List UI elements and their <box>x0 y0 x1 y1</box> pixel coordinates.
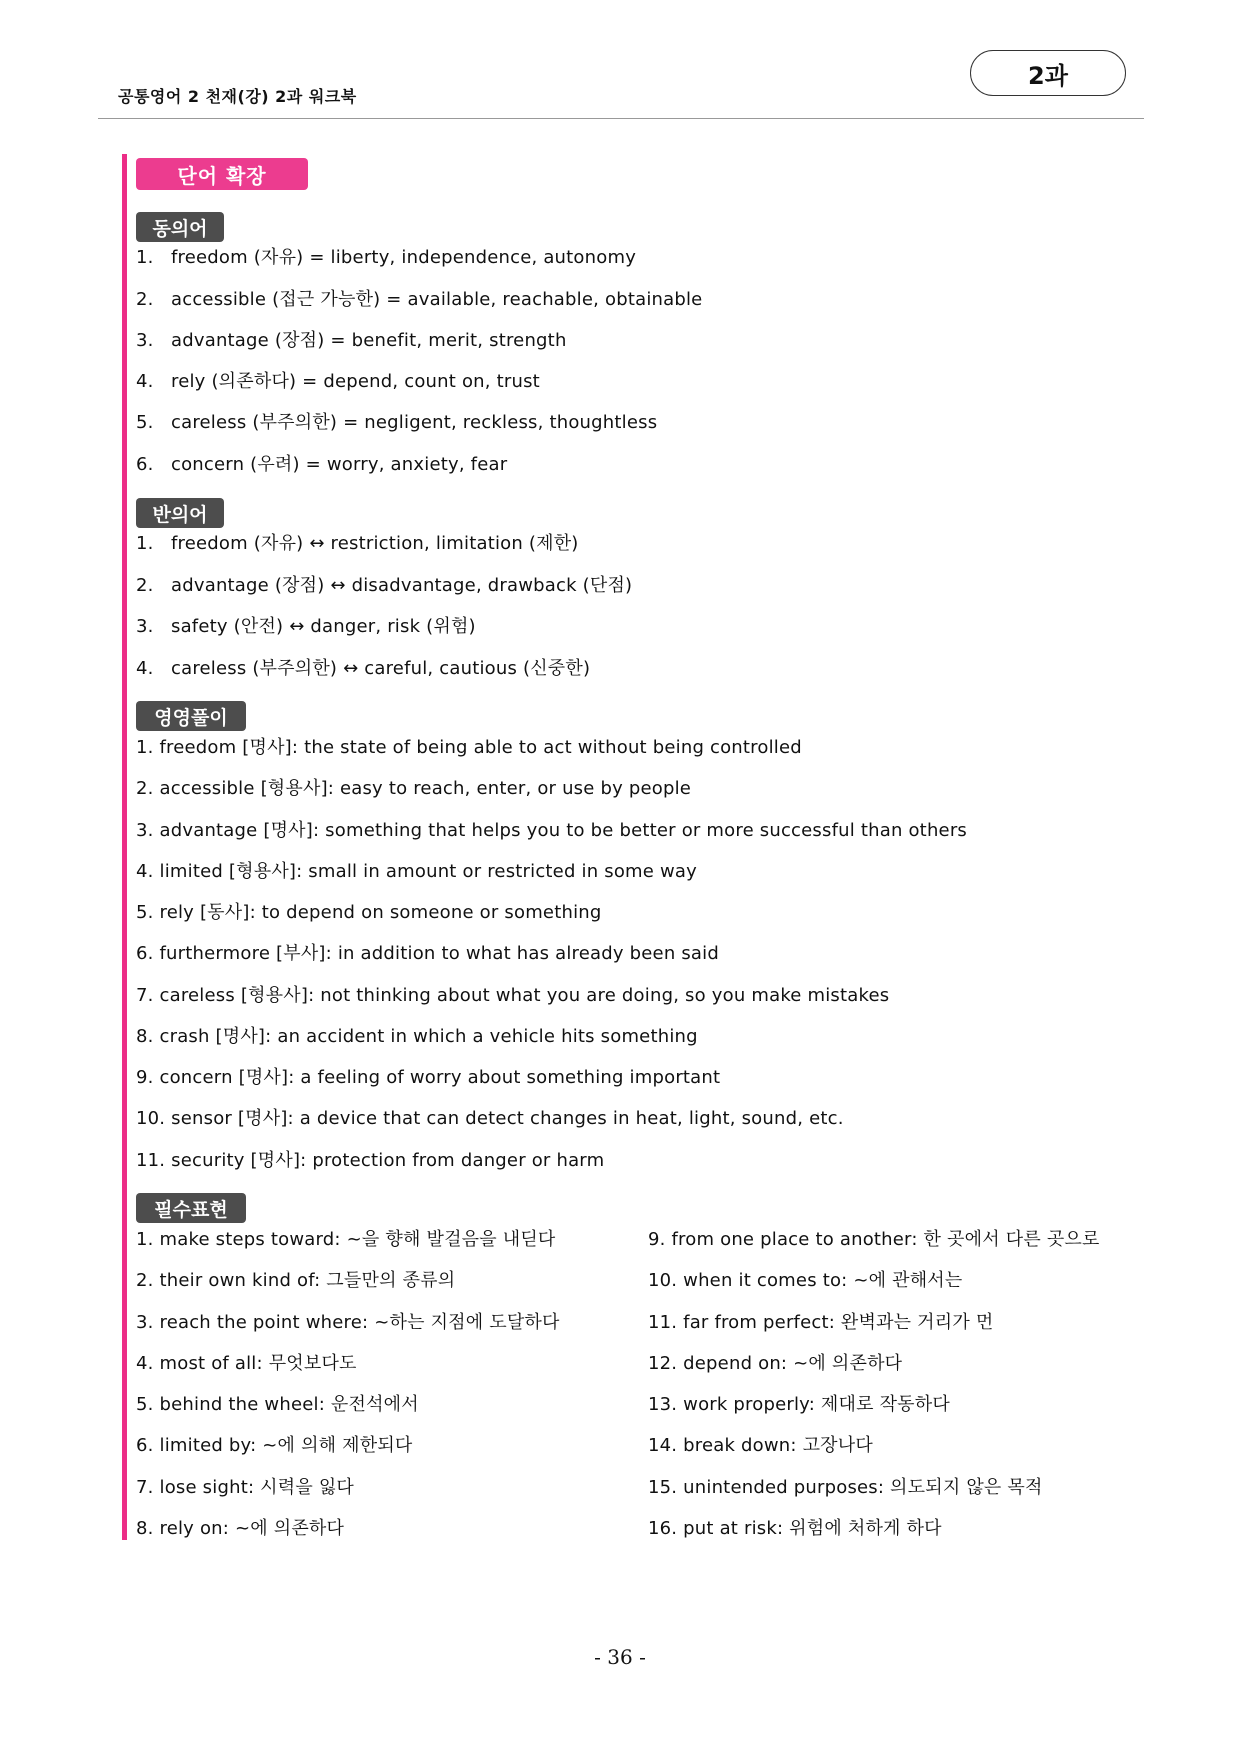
list-item: 1. freedom (자유) ↔ restriction, limitation (제한) <box>136 533 579 554</box>
lesson-badge: 2과 <box>970 50 1126 96</box>
list-item: 1. freedom (자유) = liberty, independence, autonomy <box>136 247 637 268</box>
header-divider <box>98 118 1144 119</box>
list-item: 2. accessible [형용사]: easy to reach, enter, or use by people <box>136 778 692 799</box>
antonyms-tag: 반의어 <box>136 498 224 528</box>
list-item: 3. advantage [명사]: something that helps you to be better or more successful than others <box>136 820 968 841</box>
section-title: 단어 확장 <box>136 158 308 190</box>
list-item: 6. concern (우려) = worry, anxiety, fear <box>136 454 508 475</box>
list-item: 5. careless (부주의한) = negligent, reckless, thoughtless <box>136 412 658 433</box>
list-item: 1. make steps toward: ~을 향해 발걸음을 내딛다 <box>136 1229 556 1250</box>
list-item: 16. put at risk: 위험에 처하게 하다 <box>648 1518 942 1539</box>
list-item: 8. rely on: ~에 의존하다 <box>136 1518 345 1539</box>
list-item: 4. careless (부주의한) ↔ careful, cautious (신중한) <box>136 658 591 679</box>
list-item: 5. rely [동사]: to depend on someone or something <box>136 902 602 923</box>
list-item: 5. behind the wheel: 운전석에서 <box>136 1394 419 1415</box>
list-item: 15. unintended purposes: 의도되지 않은 목적 <box>648 1477 1043 1498</box>
list-item: 9. concern [명사]: a feeling of worry about something important <box>136 1067 721 1088</box>
list-item: 4. limited [형용사]: small in amount or restricted in some way <box>136 861 697 882</box>
expressions-tag: 필수표현 <box>136 1193 246 1223</box>
list-item: 10. when it comes to: ~에 관해서는 <box>648 1270 963 1291</box>
list-item: 2. their own kind of: 그들만의 종류의 <box>136 1270 456 1291</box>
list-item: 11. far from perfect: 완벽과는 거리가 먼 <box>648 1312 994 1333</box>
list-item: 6. limited by: ~에 의해 제한되다 <box>136 1435 413 1456</box>
list-item: 11. security [명사]: protection from danger or harm <box>136 1150 605 1171</box>
list-item: 4. most of all: 무엇보다도 <box>136 1353 357 1374</box>
list-item: 3. reach the point where: ~하는 지점에 도달하다 <box>136 1312 560 1333</box>
list-item: 6. furthermore [부사]: in addition to what has already been said <box>136 943 719 964</box>
list-item: 3. safety (안전) ↔ danger, risk (위험) <box>136 616 476 637</box>
list-item: 12. depend on: ~에 의존하다 <box>648 1353 903 1374</box>
list-item: 10. sensor [명사]: a device that can detect changes in heat, light, sound, etc. <box>136 1108 844 1129</box>
definitions-tag: 영영풀이 <box>136 701 246 731</box>
list-item: 4. rely (의존하다) = depend, count on, trust <box>136 371 540 392</box>
list-item: 2. advantage (장점) ↔ disadvantage, drawback (단점) <box>136 575 633 596</box>
list-item: 7. careless [형용사]: not thinking about what you are doing, so you make mistakes <box>136 985 890 1006</box>
synonyms-tag: 동의어 <box>136 212 224 242</box>
list-item: 7. lose sight: 시력을 잃다 <box>136 1477 355 1498</box>
document-title: 공통영어 2 천재(강) 2과 워크북 <box>118 87 357 106</box>
page-number: - 36 - <box>594 1645 646 1669</box>
list-item: 13. work properly: 제대로 작동하다 <box>648 1394 950 1415</box>
list-item: 3. advantage (장점) = benefit, merit, strength <box>136 330 567 351</box>
section-accent-bar <box>122 154 127 1540</box>
list-item: 9. from one place to another: 한 곳에서 다른 곳으로 <box>648 1229 1100 1250</box>
list-item: 14. break down: 고장나다 <box>648 1435 873 1456</box>
list-item: 8. crash [명사]: an accident in which a vehicle hits something <box>136 1026 698 1047</box>
list-item: 2. accessible (접근 가능한) = available, reachable, obtainable <box>136 289 703 310</box>
list-item: 1. freedom [명사]: the state of being able to act without being controlled <box>136 737 802 758</box>
